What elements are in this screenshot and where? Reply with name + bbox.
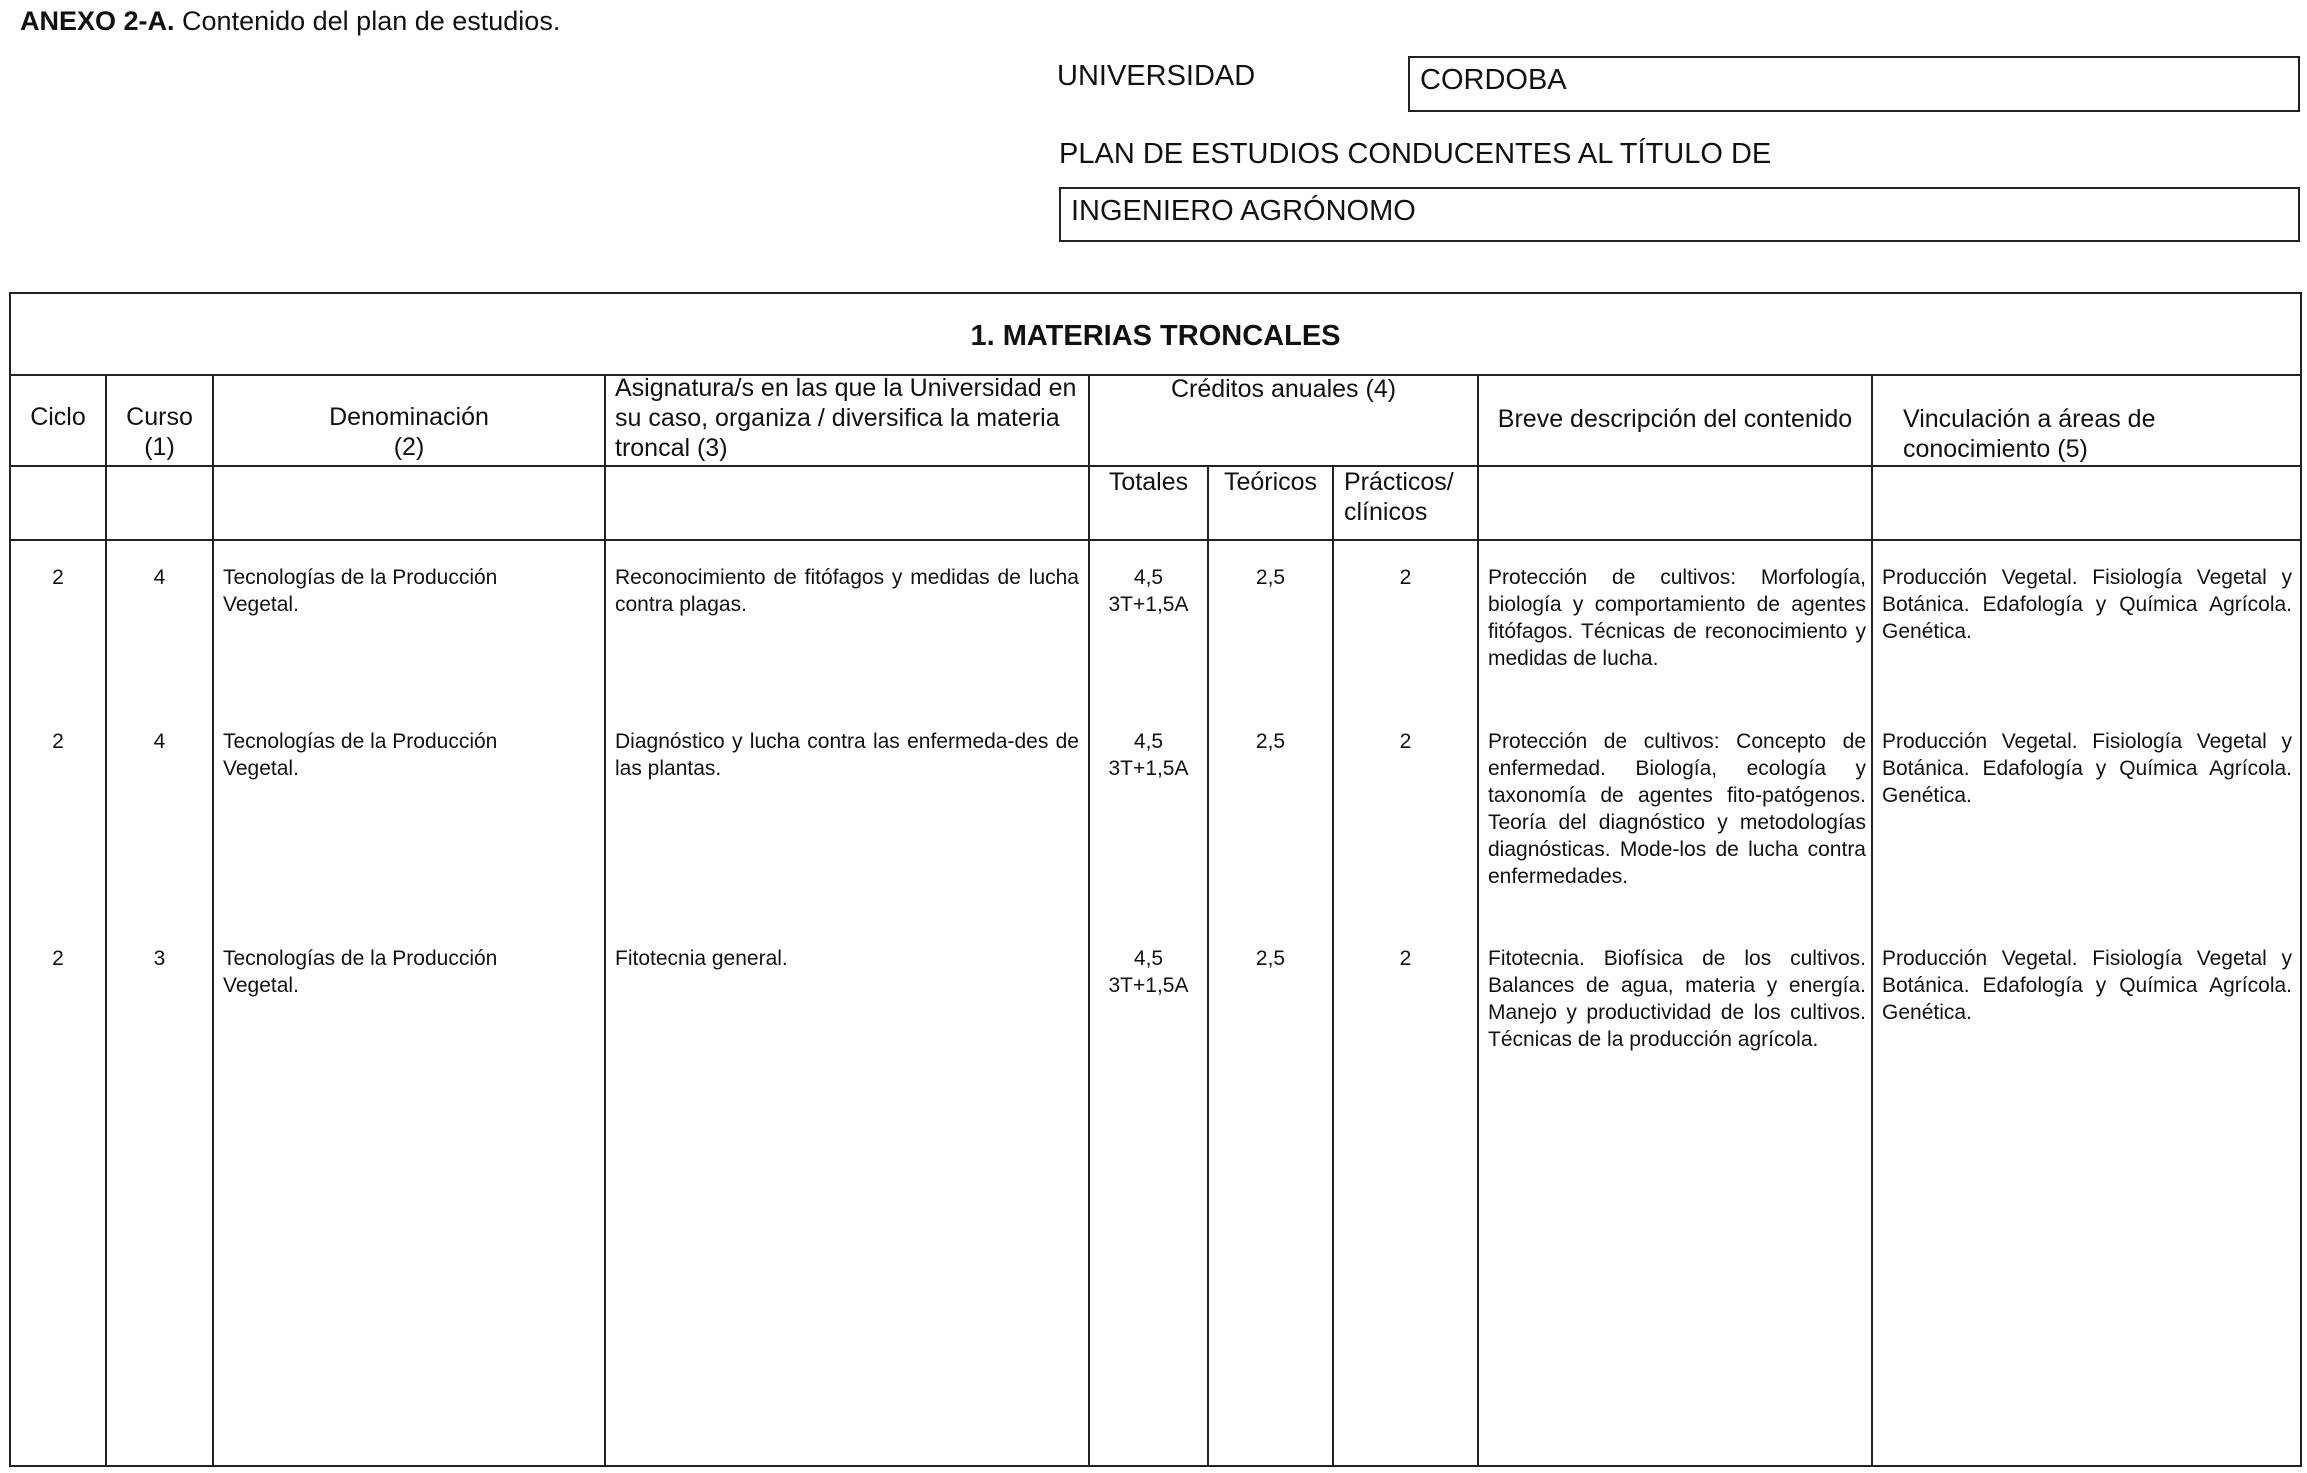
row-2-teoricos: 2,5	[1255, 730, 1286, 753]
row-2-ciclo: 2	[52, 730, 64, 753]
header-asignatura: Asignatura/s en las que la Universidad en su caso, organiza / diversifica la materia troncal (3)	[615, 374, 1077, 462]
header-descripcion: Breve descripción del contenido	[1497, 405, 1853, 433]
universidad-field: CORDOBA	[1408, 56, 2300, 112]
plan-label: PLAN DE ESTUDIOS CONDUCENTES AL TÍTULO DE	[1059, 138, 1772, 170]
header-curso-label: Curso	[126, 403, 193, 431]
row-1-vinculacion: Producción Vegetal. Fisiología Vegetal y Botánica. Edafología y Química Agrícola. Genética.	[1882, 566, 2292, 643]
row-1-totales-detail: 3T+1,5A	[1108, 593, 1189, 616]
row-3-ciclo: 2	[52, 947, 64, 970]
row-3-vinculacion: Producción Vegetal. Fisiología Vegetal y Botánica. Edafología y Química Agrícola. Genética.	[1882, 947, 2292, 1024]
row-2-curso: 4	[153, 730, 166, 753]
header-ciclo: Ciclo	[30, 403, 86, 431]
row-3-curso: 3	[153, 947, 166, 970]
header-denominacion-note: (2)	[393, 433, 425, 461]
col-divider	[1477, 374, 1479, 1465]
row-2-asignatura: Diagnóstico y lucha contra las enfermeda-des de las plantas.	[615, 730, 1079, 780]
row-2-practicos: 2	[1399, 730, 1412, 753]
header-curso	[107, 402, 212, 462]
header-curso-note: (1)	[144, 433, 175, 461]
row-1-descripcion: Protección de cultivos: Morfología, biología y comportamiento de agentes fitófagos. Técnicas de reconocimiento y medidas de lucha.	[1488, 566, 1866, 670]
header-denominacion-label: Denominación	[329, 403, 489, 431]
table-title: 1. MATERIAS TRONCALES	[970, 320, 1341, 352]
col-divider	[105, 374, 107, 1465]
annex-title: Contenido del plan de estudios.	[182, 6, 561, 36]
subheader-divider	[11, 539, 2300, 541]
header-practicos: Prácticos/ clínicos	[1344, 468, 1454, 526]
col-divider	[212, 374, 214, 1465]
row-1-practicos: 2	[1399, 566, 1412, 589]
row-2-denominacion: Tecnologías de la Producción Vegetal.	[223, 730, 498, 780]
row-1-totales-value: 4,5	[1133, 566, 1164, 589]
row-2-totales-detail: 3T+1,5A	[1108, 757, 1189, 780]
row-3-totales-value: 4,5	[1133, 947, 1164, 970]
row-1-curso: 4	[153, 566, 166, 589]
universidad-label: UNIVERSIDAD	[1057, 60, 1256, 92]
row-1-ciclo: 2	[52, 566, 64, 589]
col-divider	[1088, 374, 1090, 1465]
row-3-practicos: 2	[1399, 947, 1412, 970]
row-1-asignatura: Reconocimiento de fitófagos y medidas de lucha contra plagas.	[615, 566, 1079, 616]
row-1-totales	[1090, 564, 1207, 618]
row-1-teoricos: 2,5	[1255, 566, 1286, 589]
materias-troncales-table	[9, 292, 2302, 1467]
row-3-asignatura: Fitotecnia general.	[615, 947, 788, 970]
col-divider	[604, 374, 606, 1465]
row-1-denominacion: Tecnologías de la Producción Vegetal.	[223, 566, 498, 616]
row-3-teoricos: 2,5	[1255, 947, 1286, 970]
row-2-descripcion: Protección de cultivos: Concepto de enfermedad. Biología, ecología y taxonomía de agentes fito-patógenos. Teoría del diagnóstico y metodologías diagnósticas. Mode-los de lucha contra enfermedades.	[1488, 730, 1866, 888]
row-3-totales	[1090, 945, 1207, 999]
row-3-denominacion: Tecnologías de la Producción Vegetal.	[223, 947, 498, 997]
col-divider	[1871, 374, 1873, 1465]
row-3-descripcion: Fitotecnia. Biofísica de los cultivos. Balances de agua, materia y energía. Manejo y productividad de los cultivos. Técnicas de la producción agrícola.	[1488, 947, 1866, 1051]
row-2-totales-value: 4,5	[1133, 730, 1164, 753]
header-vinculacion: Vinculación a áreas de conocimiento (5)	[1903, 405, 2156, 463]
annex-label: ANEXO 2-A.	[20, 6, 175, 36]
header-teoricos: Teóricos	[1223, 468, 1318, 496]
titulo-field: INGENIERO AGRÓNOMO	[1059, 187, 2300, 242]
header-creditos: Créditos anuales (4)	[1170, 375, 1397, 403]
row-3-totales-detail: 3T+1,5A	[1108, 974, 1189, 997]
annex-heading	[20, 6, 560, 37]
header-totales: Totales	[1108, 468, 1189, 496]
row-2-vinculacion: Producción Vegetal. Fisiología Vegetal y Botánica. Edafología y Química Agrícola. Genética.	[1882, 730, 2292, 807]
row-2-totales	[1090, 728, 1207, 782]
header-denominacion	[214, 402, 604, 462]
